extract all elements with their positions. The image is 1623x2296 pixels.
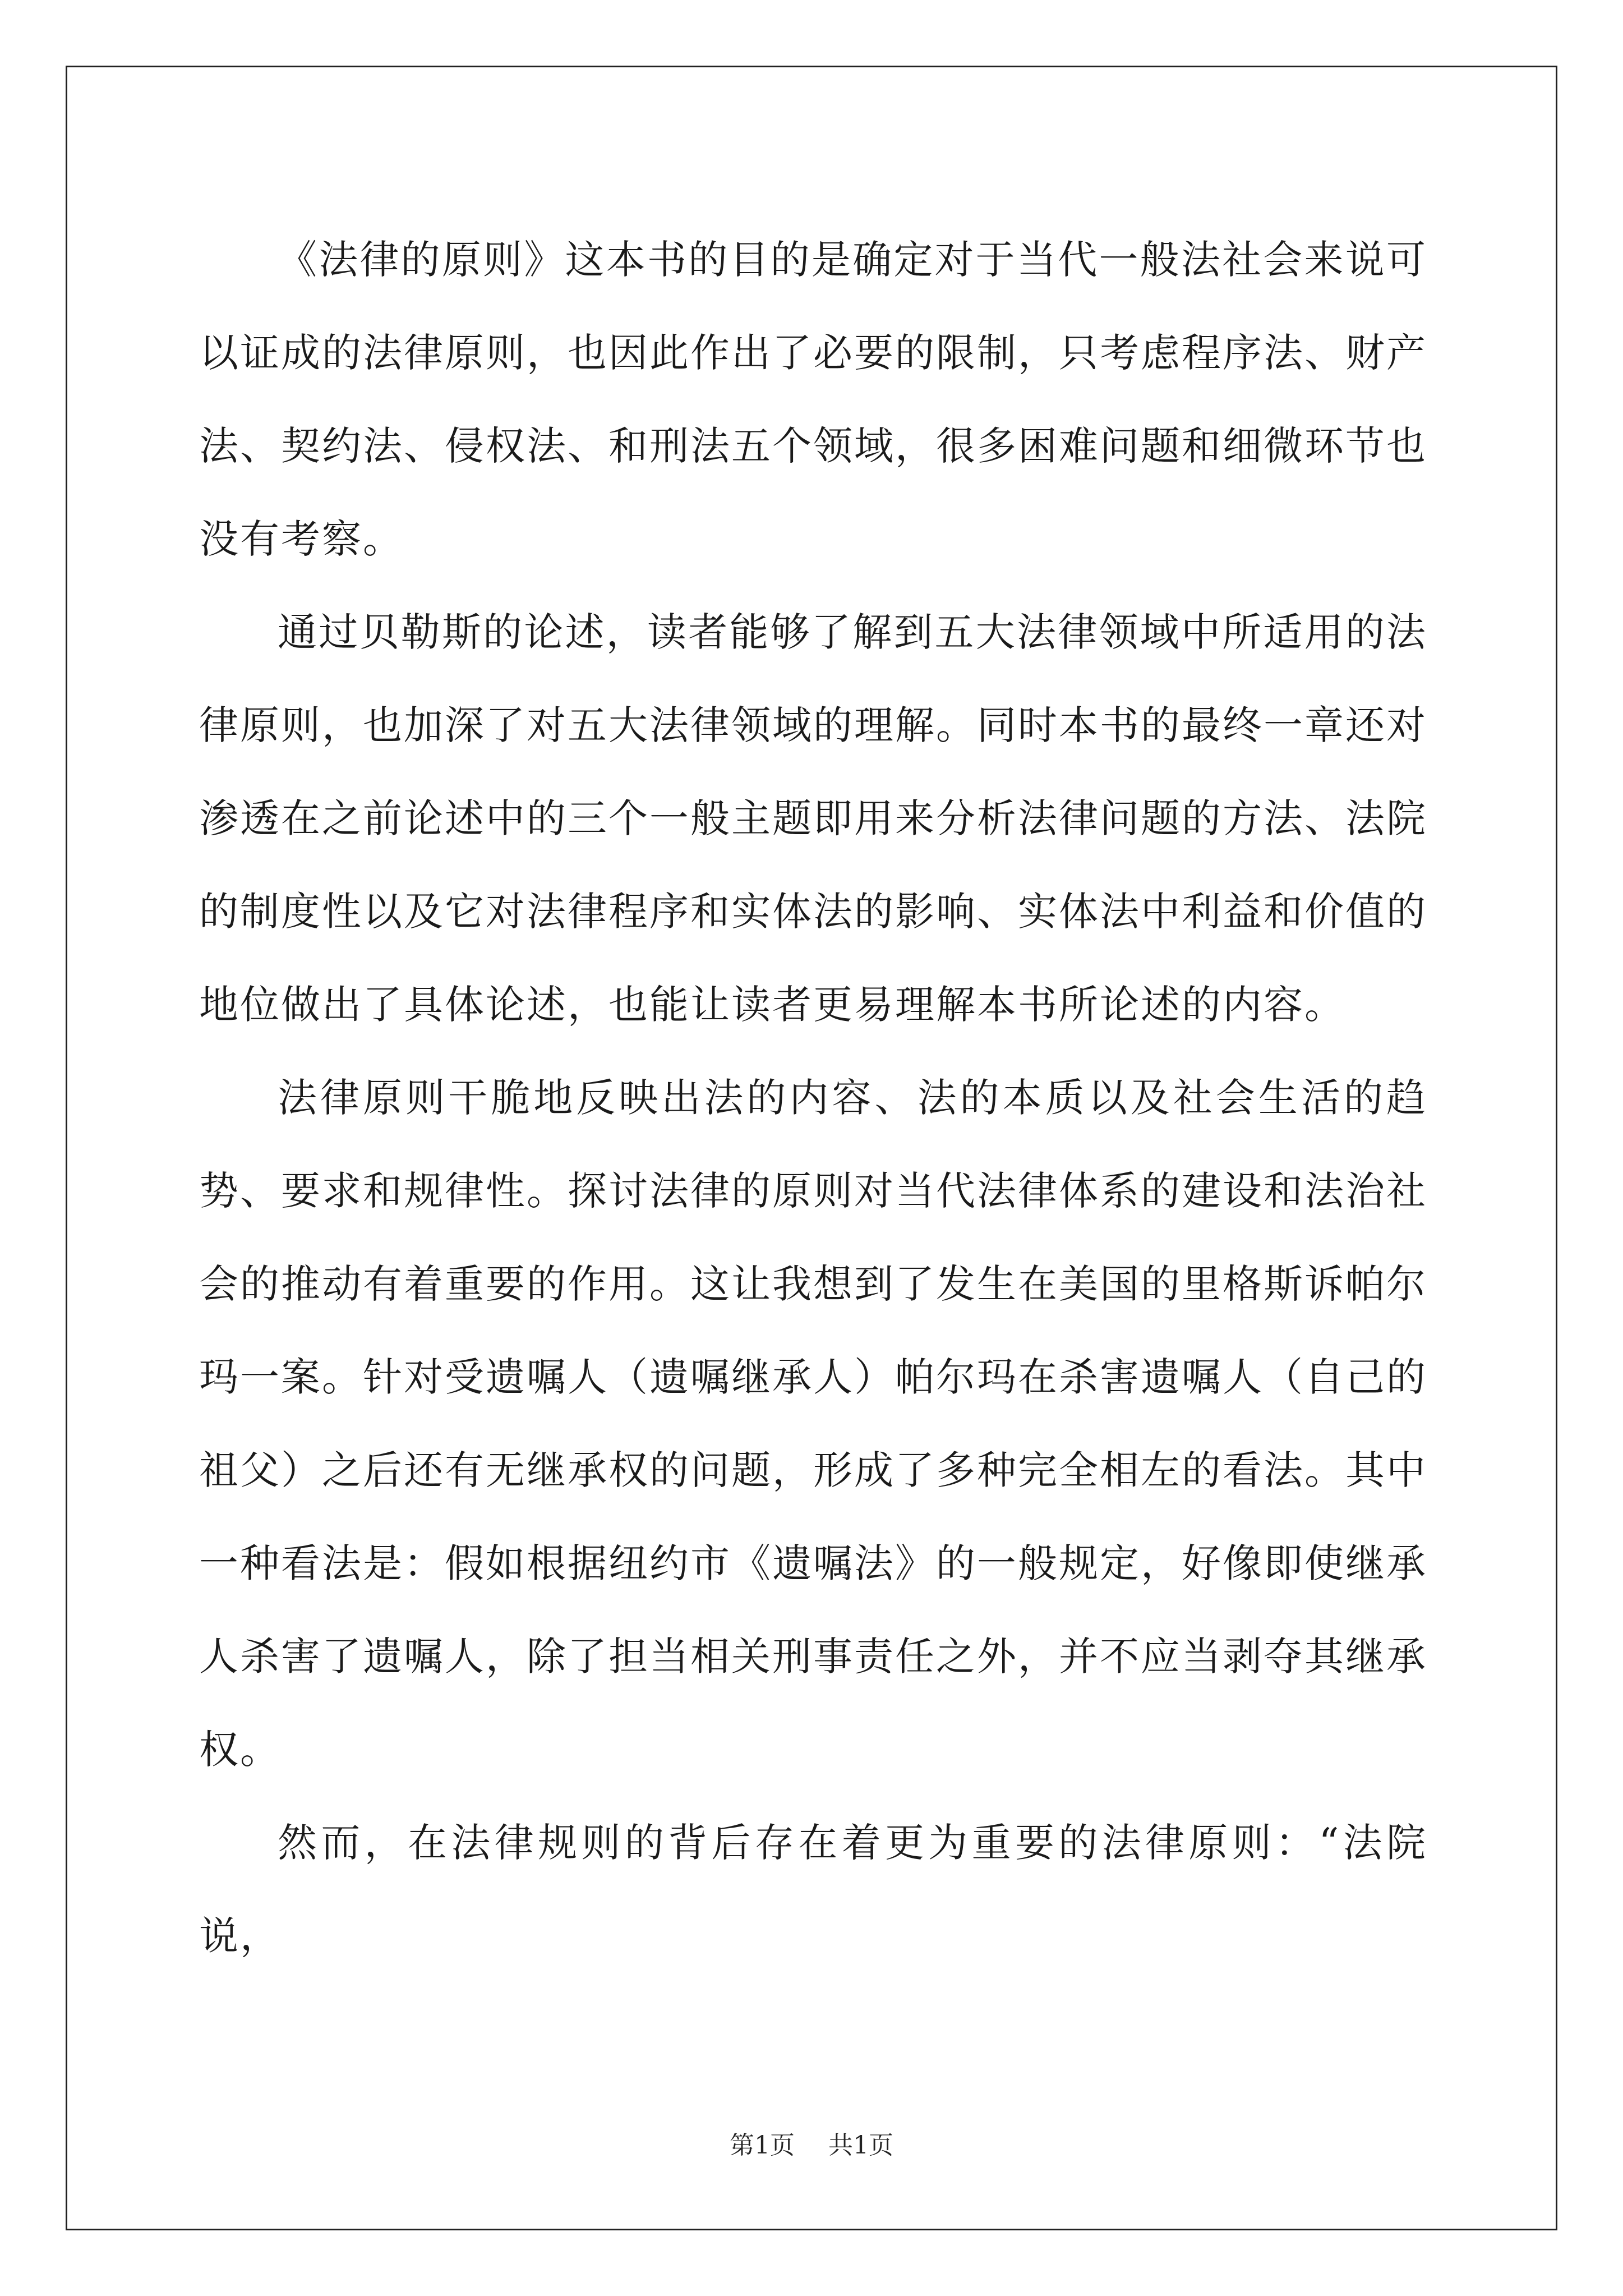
page-number-current: 第1页	[730, 2131, 795, 2160]
paragraph-3: 法律原则干脆地反映出法的内容、法的本质以及社会生活的趋势、要求和规律性。探讨法律的原则对当代法律体系的建设和法治社会的推动有着重要的作用。这让我想到了发生在美国的里格斯诉帕尔玛一案。针对受遗嘱人（遗嘱继承人）帕尔玛在杀害遗嘱人（自己的祖父）之后还有无继承权的问题，形成了多种完全相左的看法。其中一种看法是：假如根据纽约市《遗嘱法》的一般规定，好像即使继承人杀害了遗嘱人，除了担当相关刑事责任之外，并不应当剥夺其继承权。	[199, 1075, 1427, 1773]
page-number-total: 共1页	[828, 2131, 893, 2160]
paragraph-2: 通过贝勒斯的论述，读者能够了解到五大法律领域中所适用的法律原则，也加深了对五大法律领域的理解。同时本书的最终一章还对渗透在之前论述中的三个一般主题即用来分析法律问题的方法、法院的制度性以及它对法律程序和实体法的影响、实体法中利益和价值的地位做出了具体论述，也能让读者更易理解本书所论述的内容。	[199, 609, 1427, 1028]
document-body	[199, 213, 1427, 1982]
page-footer	[0, 2129, 1623, 2162]
paragraph-4: 然而，在法律规则的背后存在着更为重要的法律原则：“法院说，	[199, 1820, 1427, 1959]
paragraph-1: 《法律的原则》这本书的目的是确定对于当代一般法社会来说可以证成的法律原则，也因此作出了必要的限制，只考虑程序法、财产法、契约法、侵权法、和刑法五个领域，很多困难问题和细微环节也没有考察。	[199, 237, 1427, 562]
